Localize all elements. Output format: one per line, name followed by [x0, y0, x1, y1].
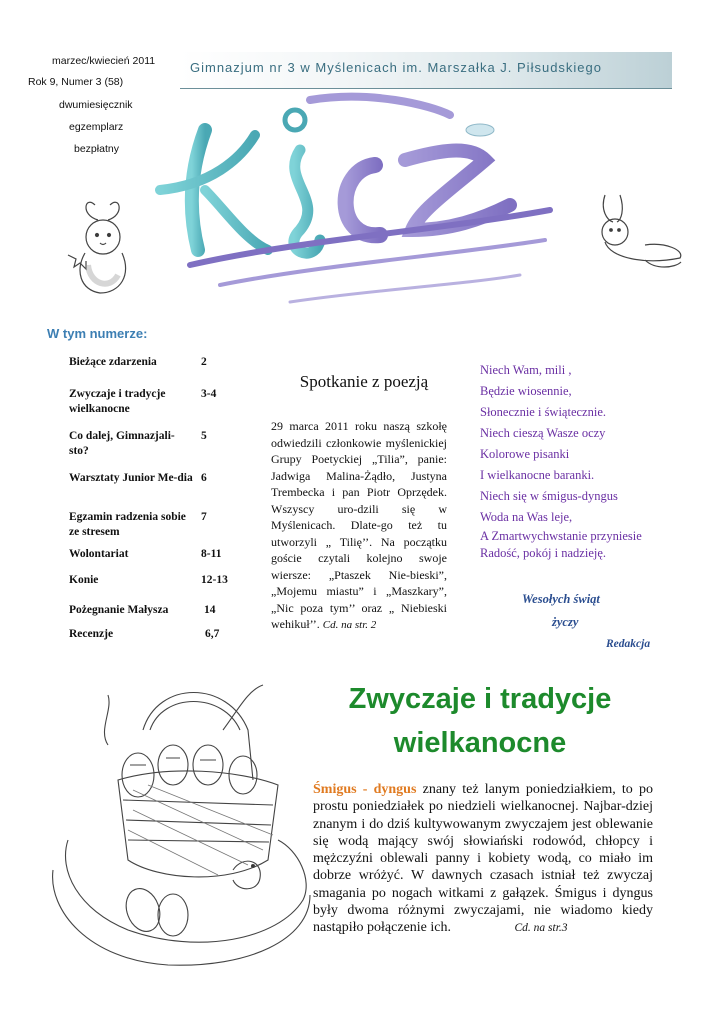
- toc-item-title: Recenzje: [69, 628, 114, 640]
- easter-poem: [480, 360, 642, 562]
- poem-line: Radość, pokój i nadzieję.: [480, 546, 607, 560]
- toc-item-page: 6,7: [205, 628, 220, 640]
- signature: Redakcja: [606, 638, 651, 650]
- article-title: Spotkanie z poezją: [299, 372, 429, 391]
- toc-item-page: 5: [201, 430, 207, 442]
- feature-title-line1: Zwyczaje i tradycje: [348, 683, 612, 715]
- toc-item-title: Bieżące zdarzenia: [69, 356, 157, 368]
- poem-line: I wielkanocne baranki.: [480, 468, 595, 482]
- toc-label: W tym numerze:: [47, 326, 148, 341]
- frequency: dwumiesięcznik: [59, 99, 133, 111]
- toc-item-page: 6: [201, 472, 207, 484]
- issue-number: Rok 9, Numer 3 (58): [28, 76, 124, 88]
- poem-line: Słonecznie i świątecznie.: [480, 405, 606, 419]
- poem-line: Kolorowe pisanki: [480, 447, 570, 461]
- price-label: bezpłatny: [74, 143, 119, 155]
- toc-item-title: Pożegnanie Małysza: [69, 604, 169, 616]
- toc-item-page: 2: [201, 356, 207, 368]
- greeting: Wesołych świąt: [522, 592, 600, 606]
- school-name: Gimnazjum nr 3 w Myślenicach im. Marszałka J. Piłsudskiego: [190, 60, 602, 75]
- issue-date: marzec/kwiecień 2011: [52, 55, 156, 67]
- article-text: 29 marca 2011 roku naszą szkołę odwiedzili członkowie myślenickiej Grupy Poetyckiej „Tilia”, panie: Jadwiga Malina-Żądło, Justyna Trembecka i pan Piotr Oprzędek. Wszyscy uro-dzili się w Myślenicach. Dlate-go też tu utworzyli „ Tilię’’. Na początku goście czytali kolejno swoje wiersze: „Ptaszek Nie-bieski”, „Mojemu miastu” i „Maszkary”, „Nic poza tym’’ oraz „ Niebieski wehikuł’’.: [271, 419, 447, 631]
- poem-line: Niech cieszą Wasze oczy: [480, 426, 606, 440]
- toc-item-page: 14: [204, 604, 216, 616]
- easter-basket-illustration: [48, 670, 313, 970]
- continued-link[interactable]: Cd. na str. 2: [322, 619, 377, 631]
- bunny-illustration: [60, 195, 155, 300]
- toc-item-title: Konie: [69, 574, 99, 586]
- toc-item-title: Wolontariat: [69, 548, 129, 560]
- greeting-wishes: życzy: [552, 615, 579, 629]
- article-body: [271, 418, 447, 634]
- toc-item-title: Egzamin radzenia sobie ze stresem: [69, 511, 186, 538]
- toc-item-page: 7: [201, 511, 207, 523]
- poem-line: Woda na Was leje,: [480, 510, 573, 524]
- masthead-logo: [150, 90, 570, 320]
- toc-item-title: Co dalej, Gimnazjali-sto?: [69, 430, 175, 457]
- poem-line: A Zmartwychwstanie przyniesie: [480, 529, 642, 543]
- continued-link[interactable]: Cd. na str.3: [514, 922, 568, 935]
- lying-bunny-illustration: [585, 190, 690, 275]
- toc-item-title: Warsztaty Junior Me-dia: [69, 472, 193, 484]
- feature-title-line2: wielkanocne: [393, 727, 567, 759]
- toc-item-page: 3-4: [201, 388, 217, 400]
- toc-item-page: 8-11: [201, 548, 222, 560]
- copy-label: egzemplarz: [69, 121, 124, 133]
- toc-item-title: Zwyczaje i tradycje wielkanocne: [69, 388, 166, 415]
- feature-text: znany też lanym poniedziałkiem, to po prostu poniedziałek po niedzieli wielkanocnej. Najbar-dziej znanym i do dziś kultywowanym zwyczajem jest oblewanie się wodą mający swój słowiański rodowód, chłopcy i mężczyźni oblewali panny i kobiety wodą, co miało im dobrze wróżyć. W dawnych czasach istniał też zwyczaj smagania po nogach witkami z gałązek. Śmigus i dyngus były dwoma różnymi zwyczajami, nie wiadomo kiedy nastąpiło połączenie ich.: [313, 782, 653, 936]
- toc-item-page: 12-13: [201, 574, 228, 586]
- poem-line: Niech się w śmigus-dyngus: [480, 489, 618, 503]
- feature-body: [313, 781, 653, 938]
- poem-line: Będzie wiosennie,: [480, 384, 572, 398]
- feature-lead: Śmigus - dyngus: [313, 782, 417, 797]
- poem-line: Niech Wam, mili ,: [480, 363, 572, 377]
